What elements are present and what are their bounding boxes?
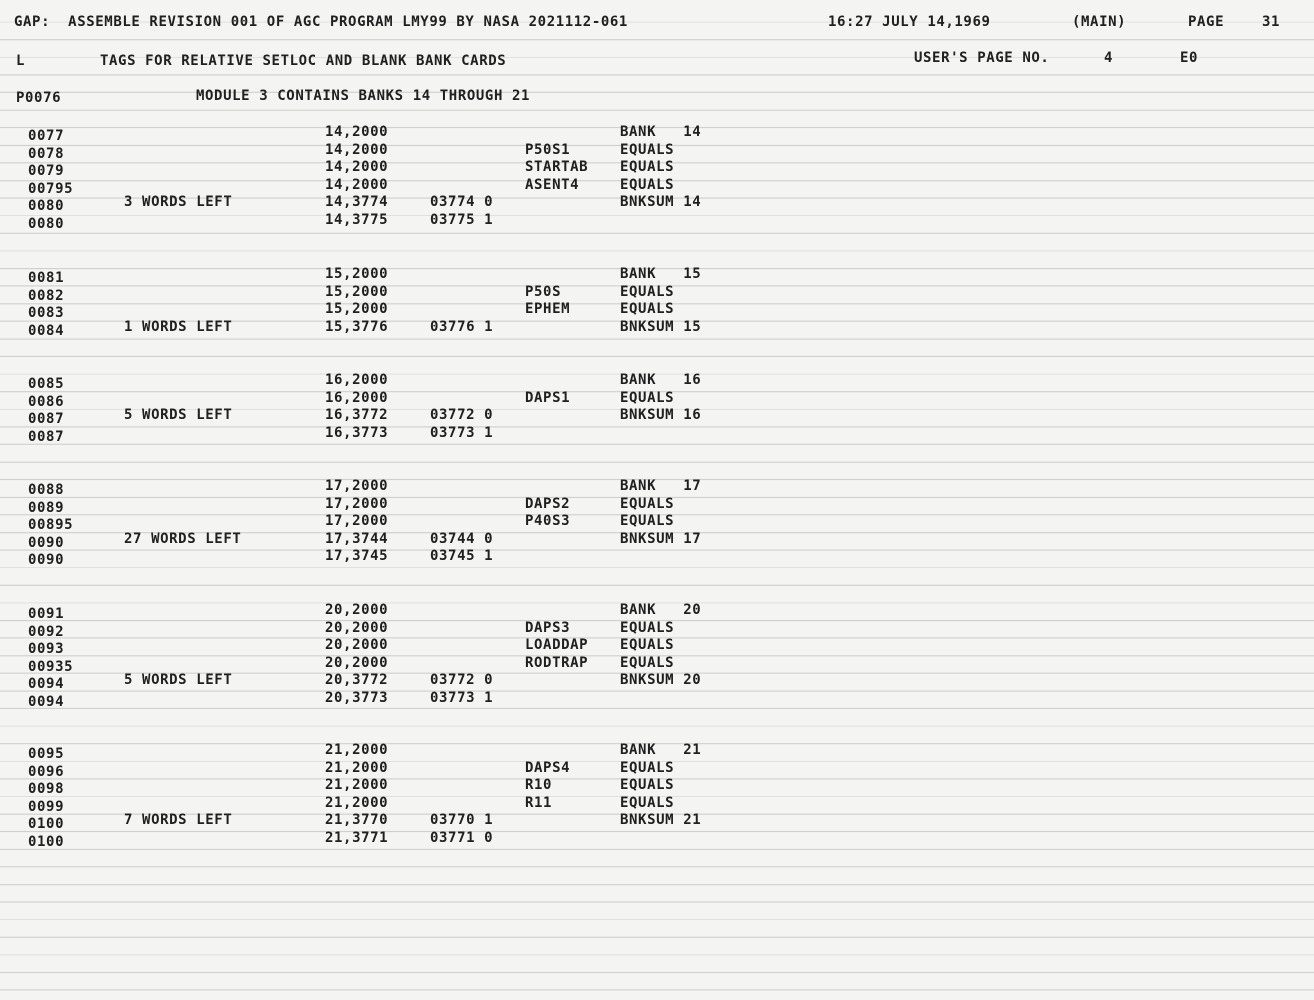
sequence-number: 0096 xyxy=(28,763,65,780)
checksum-value: 03744 0 xyxy=(430,530,494,547)
sequence-number: 0100 xyxy=(28,816,65,832)
listing-row xyxy=(0,318,1314,339)
listing-row xyxy=(0,389,1314,410)
operation: EQUALS xyxy=(620,619,675,636)
listing-row xyxy=(0,159,1314,179)
sequence-number: 0079 xyxy=(28,163,65,179)
operation: BNKSUM 21 xyxy=(620,812,702,828)
location-address: 17,2000 xyxy=(325,495,389,512)
listing-row xyxy=(0,372,1314,392)
checksum-value: 03772 0 xyxy=(430,407,494,423)
operation: EQUALS xyxy=(620,637,675,653)
location-address: 21,2000 xyxy=(325,794,389,811)
sequence-number: 0090 xyxy=(28,534,65,551)
sequence-number: 0093 xyxy=(28,641,65,657)
operation: EQUALS xyxy=(620,389,675,406)
operation: BANK 14 xyxy=(620,124,702,140)
listing-row xyxy=(0,637,1314,657)
tag-name: P50S xyxy=(525,283,562,300)
listing-row xyxy=(0,407,1314,427)
checksum-value: 03775 1 xyxy=(430,211,494,228)
sequence-number: 0080 xyxy=(28,198,65,214)
users-page-number: 4 xyxy=(1104,50,1114,66)
location-address: 14,3774 xyxy=(325,194,389,210)
location-address: 15,2000 xyxy=(325,301,389,317)
location-address: 21,3771 xyxy=(325,829,389,846)
location-address: 14,2000 xyxy=(325,141,389,158)
operation: BANK 17 xyxy=(620,478,702,494)
location-address: 17,3744 xyxy=(325,530,389,547)
listing-row xyxy=(0,742,1314,762)
tag-name: STARTAB xyxy=(525,159,589,175)
sequence-number: 0095 xyxy=(28,746,65,762)
operation: BNKSUM 14 xyxy=(620,194,702,210)
tag-name: DAPS3 xyxy=(525,619,571,636)
listing-marker: L xyxy=(16,53,26,69)
module-line-text: MODULE 3 CONTAINS BANKS 14 THROUGH 21 xyxy=(196,88,531,104)
checksum-value: 03745 1 xyxy=(430,548,494,564)
operation: EQUALS xyxy=(620,141,675,158)
words-left-note: 27 WORDS LEFT xyxy=(124,530,242,547)
listing-row xyxy=(0,141,1314,162)
checksum-value: 03770 1 xyxy=(430,812,494,828)
location-address: 14,2000 xyxy=(325,159,389,175)
listing-row xyxy=(0,602,1314,622)
tag-name: DAPS4 xyxy=(525,759,571,776)
operation: BNKSUM 15 xyxy=(620,318,702,335)
operation: BANK 15 xyxy=(620,266,702,282)
listing-row xyxy=(0,194,1314,214)
location-address: 20,2000 xyxy=(325,654,389,671)
location-address: 16,3773 xyxy=(325,424,389,441)
location-address: 20,2000 xyxy=(325,619,389,636)
location-address: 21,2000 xyxy=(325,742,389,758)
sequence-number: 0082 xyxy=(28,287,65,304)
operation: EQUALS xyxy=(620,513,675,529)
location-address: 20,2000 xyxy=(325,637,389,653)
location-address: 14,2000 xyxy=(325,124,389,140)
location-address: 20,3772 xyxy=(325,672,389,688)
tag-name: ASENT4 xyxy=(525,176,580,193)
operation: BANK 20 xyxy=(620,602,702,618)
operation: BANK 21 xyxy=(620,742,702,758)
listing-row xyxy=(0,495,1314,516)
operation: EQUALS xyxy=(620,176,675,193)
sequence-number: 0084 xyxy=(28,322,65,339)
location-address: 16,3772 xyxy=(325,407,389,423)
words-left-note: 7 WORDS LEFT xyxy=(124,812,233,828)
sequence-number: 0087 xyxy=(28,428,65,445)
tag-name: P50S1 xyxy=(525,141,571,158)
listing-row xyxy=(0,301,1314,321)
operation: EQUALS xyxy=(620,283,675,300)
words-left-note: 5 WORDS LEFT xyxy=(124,407,233,423)
location-address: 16,2000 xyxy=(325,389,389,406)
checksum-value: 03773 1 xyxy=(430,424,494,441)
users-page-label: USER'S PAGE NO. xyxy=(914,50,1050,66)
sequence-number: 0078 xyxy=(28,145,65,162)
location-address: 17,2000 xyxy=(325,513,389,529)
listing-row xyxy=(0,777,1314,797)
module-line-seq: P0076 xyxy=(16,90,62,106)
location-address: 15,3776 xyxy=(325,318,389,335)
location-address: 21,2000 xyxy=(325,759,389,776)
listing-row xyxy=(0,812,1314,832)
listing-row xyxy=(0,759,1314,780)
tag-name: EPHEM xyxy=(525,301,571,317)
location-address: 21,2000 xyxy=(325,777,389,793)
sequence-number: 0092 xyxy=(28,623,65,640)
checksum-value: 03774 0 xyxy=(430,194,494,210)
operation: EQUALS xyxy=(620,759,675,776)
listing-row xyxy=(0,283,1314,304)
listing-row xyxy=(0,548,1314,568)
checksum-value: 03771 0 xyxy=(430,829,494,846)
sequence-number: 0085 xyxy=(28,376,65,392)
listing-row xyxy=(0,672,1314,692)
operation: BNKSUM 17 xyxy=(620,530,702,547)
tag-name: P40S3 xyxy=(525,513,571,529)
assembly-timestamp: 16:27 JULY 14,1969 xyxy=(828,14,991,30)
sequence-number: 0090 xyxy=(28,552,65,568)
sequence-number: 0089 xyxy=(28,499,65,516)
location-address: 20,2000 xyxy=(325,602,389,618)
sequence-number: 0083 xyxy=(28,305,65,321)
tag-name: DAPS1 xyxy=(525,389,571,406)
checksum-value: 03773 1 xyxy=(430,689,494,706)
operation: EQUALS xyxy=(620,159,675,175)
location-address: 14,2000 xyxy=(325,176,389,193)
listing-row xyxy=(0,689,1314,710)
listing-row xyxy=(0,654,1314,675)
sequence-number: 0100 xyxy=(28,833,65,850)
operation: EQUALS xyxy=(620,777,675,793)
sequence-number: 0081 xyxy=(28,270,65,286)
location-address: 17,3745 xyxy=(325,548,389,564)
listing-row xyxy=(0,513,1314,533)
listing-row xyxy=(0,530,1314,551)
listing-row xyxy=(0,176,1314,197)
location-address: 15,2000 xyxy=(325,283,389,300)
location-address: 16,2000 xyxy=(325,372,389,388)
location-address: 14,3775 xyxy=(325,211,389,228)
tag-name: R10 xyxy=(525,777,553,793)
sequence-number: 0098 xyxy=(28,781,65,797)
sequence-number: 0077 xyxy=(28,128,65,144)
sequence-number: 0094 xyxy=(28,693,65,710)
listing-row xyxy=(0,478,1314,498)
main-label: (MAIN) xyxy=(1072,14,1127,30)
words-left-note: 5 WORDS LEFT xyxy=(124,672,233,688)
location-address: 17,2000 xyxy=(325,478,389,494)
sequence-number: 00895 xyxy=(28,517,74,533)
listing-row xyxy=(0,794,1314,815)
location-address: 21,3770 xyxy=(325,812,389,828)
section-title: TAGS FOR RELATIVE SETLOC AND BLANK BANK CARDS xyxy=(100,53,507,69)
tag-name: RODTRAP xyxy=(525,654,589,671)
location-address: 15,2000 xyxy=(325,266,389,282)
sequence-number: 0091 xyxy=(28,606,65,622)
page-label: PAGE xyxy=(1188,14,1225,30)
assembly-title: GAP: ASSEMBLE REVISION 001 OF AGC PROGRAM LMY99 BY NASA 2021112-061 xyxy=(14,14,628,30)
sequence-number: 00795 xyxy=(28,180,74,197)
listing-row xyxy=(0,211,1314,232)
sequence-number: 0088 xyxy=(28,482,65,498)
operation: BANK 16 xyxy=(620,372,702,388)
operation: EQUALS xyxy=(620,794,675,811)
operation: BNKSUM 20 xyxy=(620,672,702,688)
operation: EQUALS xyxy=(620,654,675,671)
listing-row xyxy=(0,266,1314,286)
operation: BNKSUM 16 xyxy=(620,407,702,423)
sequence-number: 0094 xyxy=(28,676,65,692)
tag-name: R11 xyxy=(525,794,553,811)
checksum-value: 03776 1 xyxy=(430,318,494,335)
listing-row xyxy=(0,124,1314,144)
sequence-number: 0087 xyxy=(28,411,65,427)
words-left-note: 3 WORDS LEFT xyxy=(124,194,233,210)
sequence-number: 00935 xyxy=(28,658,74,675)
location-address: 20,3773 xyxy=(325,689,389,706)
sequence-number: 0086 xyxy=(28,393,65,410)
page-number: 31 xyxy=(1262,14,1281,30)
operation: EQUALS xyxy=(620,495,675,512)
sequence-number: 0099 xyxy=(28,798,65,815)
tag-name: DAPS2 xyxy=(525,495,571,512)
operation: EQUALS xyxy=(620,301,675,317)
listing-row xyxy=(0,829,1314,850)
words-left-note: 1 WORDS LEFT xyxy=(124,318,233,335)
listing-code: E0 xyxy=(1180,50,1199,66)
sequence-number: 0080 xyxy=(28,215,65,232)
checksum-value: 03772 0 xyxy=(430,672,494,688)
listing-row xyxy=(0,619,1314,640)
listing-row xyxy=(0,424,1314,445)
tag-name: LOADDAP xyxy=(525,637,589,653)
